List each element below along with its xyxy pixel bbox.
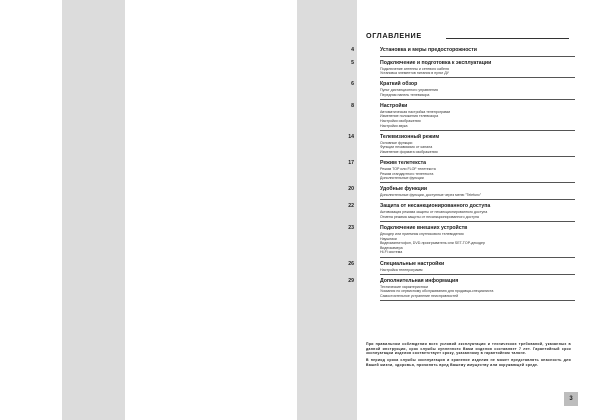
toc-page-number: 4	[351, 47, 354, 53]
toc-divider	[380, 221, 575, 222]
service-life-note	[366, 342, 571, 370]
toc-entry	[330, 81, 575, 100]
toc-page-number: 20	[348, 186, 354, 193]
toc-heading: Телевизионный режим	[380, 133, 440, 140]
title-underline	[446, 38, 569, 39]
toc-heading: Дополнительная информация	[380, 277, 459, 284]
toc-page-number: 29	[348, 277, 354, 284]
toc-divider	[380, 257, 575, 258]
toc-entry	[330, 261, 575, 275]
toc-heading: Режим телетекста	[380, 160, 427, 167]
toc-entry	[330, 225, 575, 257]
toc-entry-body	[380, 160, 575, 183]
toc-title: ОГЛАВЛЕНИЕ	[366, 31, 422, 40]
toc-page-number: 22	[348, 203, 354, 210]
toc-divider	[380, 99, 575, 100]
toc-heading: Установка и меры предосторожности	[380, 47, 477, 53]
toc-subitem: Изменение формата изображения	[380, 149, 438, 154]
toc-divider	[380, 56, 575, 57]
toc-heading: Специальные настройки	[380, 260, 445, 267]
toc-entry-body	[380, 186, 575, 200]
toc-subitem: Настройки изображения	[380, 119, 421, 124]
toc-divider	[380, 77, 575, 78]
toc-entry	[330, 47, 575, 57]
toc-subitem: Наушники	[380, 236, 397, 241]
toc-entry-body	[380, 203, 575, 222]
toc-subitem: Изменение положения телевизора	[380, 114, 439, 119]
toc-subitem: Декодер или приемник спутникового телевидения	[380, 232, 464, 237]
toc-subitem: Отмена режима защиты от несанкционированного доступа	[380, 215, 479, 219]
toc-subitem: Режим стандартного телетекста	[380, 171, 434, 176]
toc-divider	[380, 199, 575, 200]
toc-page-number: 23	[348, 225, 354, 232]
toc-entry-body	[380, 60, 575, 79]
toc-entry	[330, 278, 575, 301]
left-shaded-band	[62, 0, 125, 420]
toc-entry-body	[380, 261, 575, 275]
toc-entry	[330, 134, 575, 157]
page-number: 3	[564, 392, 578, 406]
toc-divider	[380, 130, 575, 131]
toc-subitem: Пульт дистанционного управления	[380, 88, 438, 93]
toc-entry	[330, 103, 575, 131]
toc-heading: Настройки	[380, 102, 408, 109]
toc-divider	[380, 274, 575, 275]
toc-entry-body	[380, 103, 575, 131]
toc-entry	[330, 160, 575, 183]
toc-divider	[380, 182, 575, 183]
toc-heading: Подключение внешних устройств	[380, 225, 468, 232]
toc-subitem: Самостоятельное устранение неисправностей	[380, 293, 459, 298]
toc-subitem: Видеокамера	[380, 245, 403, 250]
toc-divider	[380, 300, 575, 301]
toc-subitem: Hi-Fi система	[380, 250, 403, 255]
table-of-contents	[330, 47, 575, 304]
toc-entry	[330, 60, 575, 79]
toc-entry-body	[380, 134, 575, 157]
toc-entry-body	[380, 278, 575, 301]
toc-entry-body	[380, 47, 575, 57]
toc-page-number: 6	[351, 81, 354, 88]
toc-subitem: Видеомагнитофон, DVD-проигрыватель или SET-TOP-декодер	[380, 241, 486, 246]
toc-page-number: 8	[351, 102, 354, 109]
toc-subitem: Передняя панель телевизора	[380, 92, 430, 97]
toc-heading: Удобные функции	[380, 186, 428, 193]
toc-entry-body	[380, 81, 575, 100]
note-paragraph-2: В период срока службы эксплуатация и хранение изделия не может представлять опасность для Вашей жизни, здоровья, причинять вред Вашему имуществу или окружающей среде.	[366, 358, 571, 367]
toc-heading: Защита от несанкционированного доступа	[380, 203, 491, 210]
note-paragraph-1: При правильном соблюдении всех условий эксплуатации и технических требований, указанных в данной инструкции, срок службы купленного Вами изделия составляет 7 лет. Гарантийный срок эксплуатации изделия соответствует сроку, указанному в гарантийном талоне.	[366, 342, 571, 356]
toc-subitem: Настройка телепрограмм	[380, 267, 423, 272]
toc-heading: Краткий обзор	[380, 81, 418, 88]
toc-subitem: Основные функции	[380, 140, 413, 145]
toc-subitem: Дополнительные функции, доступные через меню "Telefunc"	[380, 193, 482, 198]
toc-entry-body	[380, 225, 575, 257]
toc-subitem: Указания по сервисному обслуживанию для продавца-специалиста	[380, 289, 494, 294]
toc-subitem: Автоматическая настройка телепрограмм	[380, 109, 450, 114]
toc-subitem: Режим TOP или FLOF телетекста	[380, 167, 436, 172]
toc-subitem: Подключение антенны и сетевого кабеля	[380, 66, 449, 71]
toc-page-number: 26	[348, 260, 354, 267]
toc-entry	[330, 186, 575, 200]
toc-heading: Подключение и подготовка к эксплуатации	[380, 59, 492, 66]
toc-page-number: 14	[348, 133, 354, 140]
toc-page-number: 5	[351, 59, 354, 66]
toc-subitem: Функции независимо от канала	[380, 145, 433, 150]
toc-page-number: 17	[348, 160, 354, 167]
toc-subitem: Настройки звука	[380, 123, 408, 128]
toc-subitem: Активизация режима защиты от несанкционированного доступа	[380, 210, 488, 215]
toc-subitem: Дополнительные функции	[380, 176, 424, 181]
toc-entry	[330, 203, 575, 222]
toc-subitem: Установка элементов питания в пульт ДУ	[380, 71, 449, 76]
toc-subitem: Технические характеристики	[380, 284, 428, 289]
toc-divider	[380, 156, 575, 157]
